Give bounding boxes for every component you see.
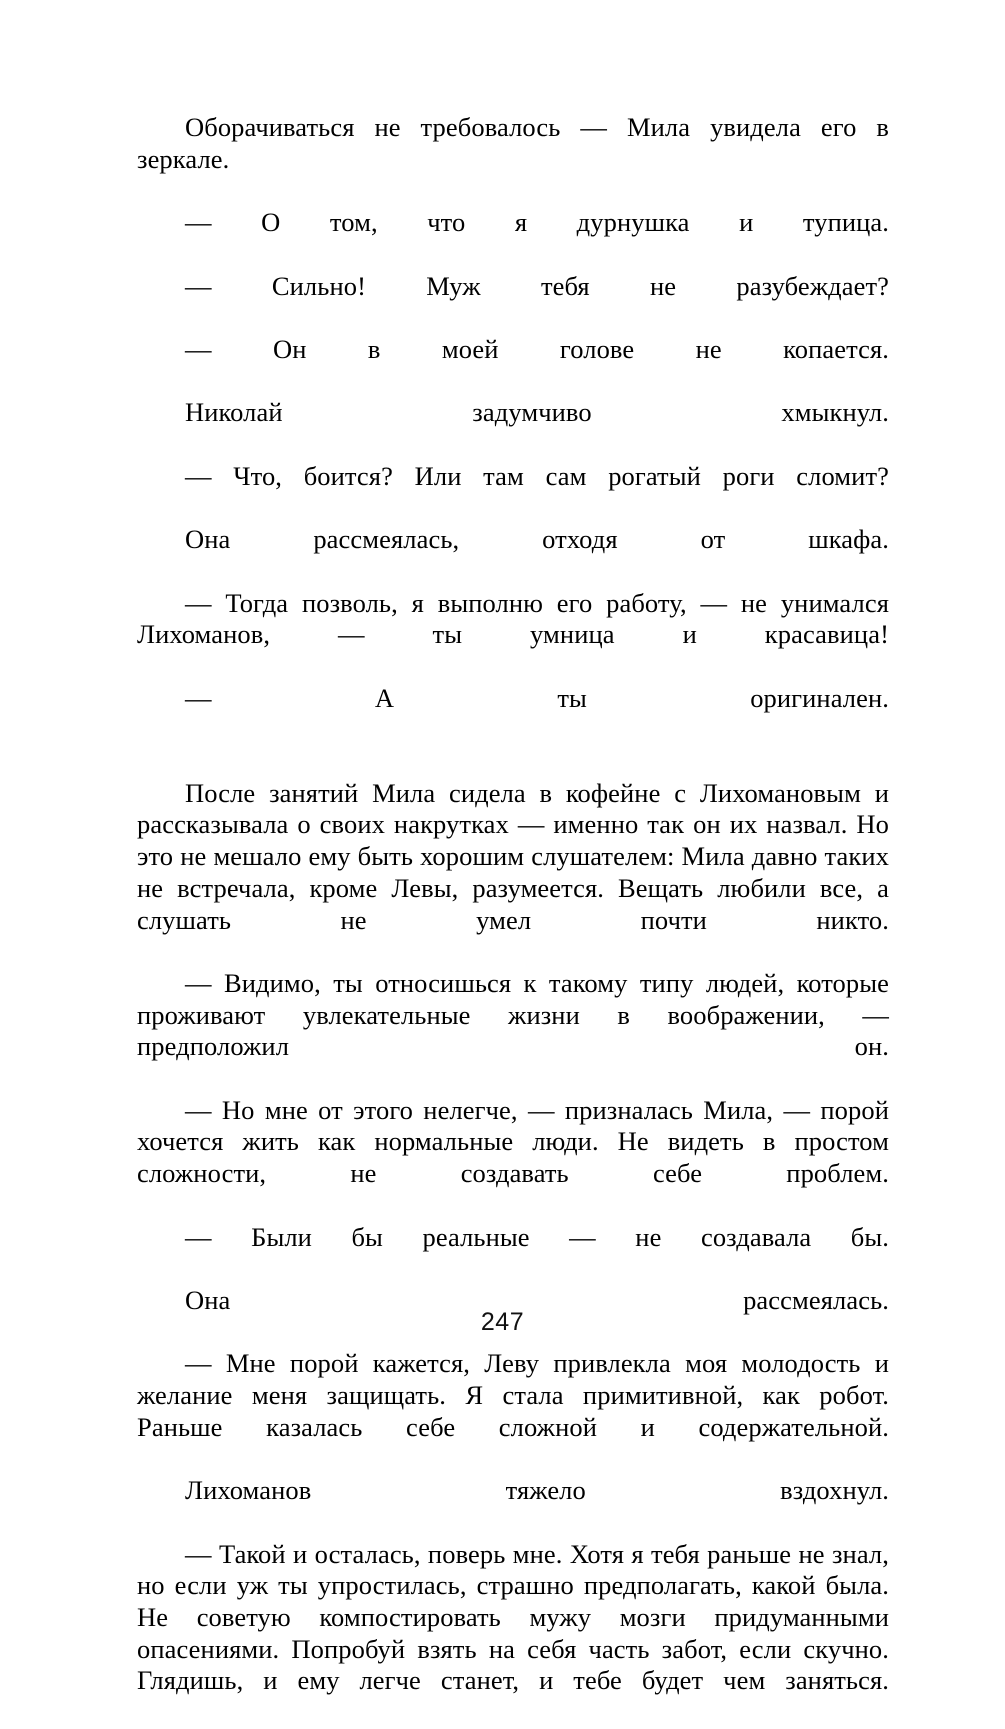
paragraph: После занятий Мила сидела в кофейне с Лихомановым и рассказывала о своих накрутках — именно так он их назвал. Но это не мешало ему быть хорошим слушателем: Мила давно таких не встречала, кроме Левы, разумеется. Вещать любили все, а слушать не умел почти никто. [137, 777, 889, 935]
scene-break-gap [137, 746, 889, 778]
paragraph: Лихоманов тяжело вздохнул. [185, 1475, 889, 1506]
paragraph: Николай задумчиво хмыкнул. [185, 397, 889, 428]
paragraph: — Были бы реальные — не создавала бы. [185, 1221, 889, 1252]
paragraph: — А ты оригинален. [185, 682, 889, 713]
page-number: 247 [480, 1308, 525, 1336]
paragraph: — Что, боится? Или там сам рогатый роги сломит? [185, 460, 889, 491]
text-block-first [137, 112, 889, 746]
paragraph: — Сильно! Муж тебя не разубеждает? [185, 270, 889, 301]
text-block-second [137, 778, 889, 1729]
paragraph: — Видимо, ты относишься к такому типу людей, которые проживают увлекательные жизни в воображении, — предположил он. [137, 967, 889, 1062]
paragraph: — Мне порой кажется, Леву привлекла моя молодость и желание меня защищать. Я стала примитивной, как робот. Раньше казалась себе сложной и содержательной. [137, 1348, 889, 1442]
paragraph: — Такой и осталась, поверь мне. Хотя я тебя раньше не знал, но если уж ты упростилась, страшно предполагать, какой была. Не советую компостировать мужу мозги придуманными опасениями. Попробуй взять на себя часть забот, если скучно. Глядишь, и ему легче станет, и тебе будет чем заняться. [137, 1538, 889, 1696]
paragraph: Она рассмеялась. [185, 1285, 889, 1315]
paragraph: — Но мне от этого нелегче, — призналась Мила, — порой хочется жить как нормальные люди. Не видеть в простом сложности, не создавать себе проблем. [137, 1094, 889, 1189]
paragraph: — Он в моей голове не копается. [185, 333, 889, 364]
paragraph: Оборачиваться не требовалось — Мила увидела его в зеркале. [137, 112, 889, 174]
paragraph: Она рассмеялась, отходя от шкафа. [185, 524, 889, 555]
text-column [137, 112, 889, 1729]
paragraph: — Тогда позволь, я выполню его работу, — не унимался Лихоманов, — ты умница и красавица! [137, 587, 889, 650]
paragraph: — О том, что я дурнушка и тупица. [185, 207, 889, 238]
